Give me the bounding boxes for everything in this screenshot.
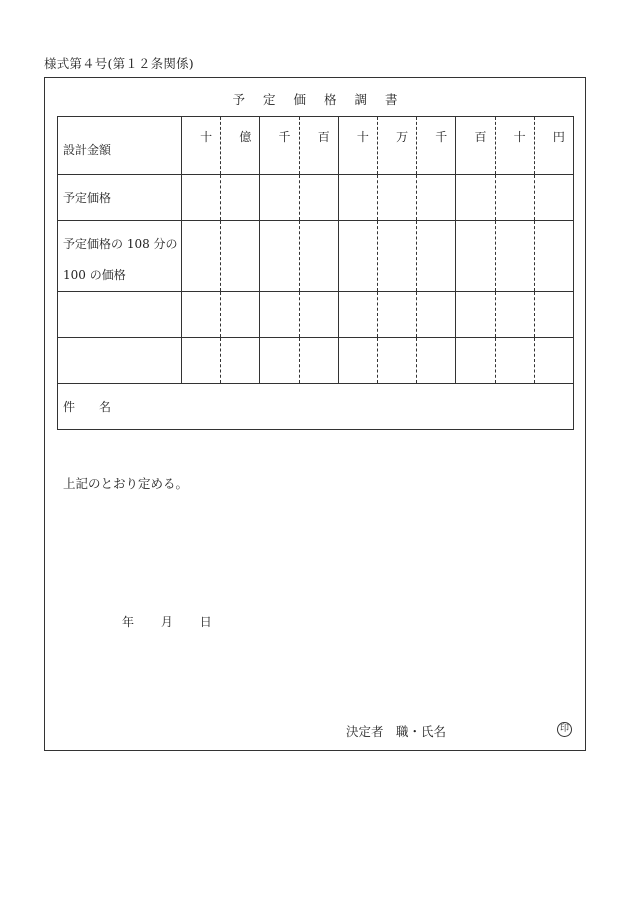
digit-label: 十 (338, 117, 377, 175)
amount-cell[interactable] (338, 338, 377, 384)
amount-cell[interactable] (534, 175, 573, 221)
amount-cell[interactable] (417, 175, 456, 221)
amount-cell[interactable] (495, 338, 534, 384)
amount-cell[interactable] (221, 175, 260, 221)
amount-cell[interactable] (299, 292, 338, 338)
price-table (57, 116, 574, 430)
form-number-label: 様式第４号(第１２条関係) (44, 56, 194, 71)
blank-row (58, 338, 574, 384)
planned-price-108-label-line2: 100 の価格 (63, 268, 126, 282)
decision-text: 上記のとおり定める。 (63, 476, 189, 491)
digit-label: 百 (456, 117, 495, 175)
form-frame (44, 77, 586, 751)
subject-row (58, 384, 574, 430)
digit-label: 十 (182, 117, 221, 175)
blank-row (58, 292, 574, 338)
blank-label-cell[interactable] (58, 338, 182, 384)
amount-cell[interactable] (377, 338, 416, 384)
date-day-label: 日 (199, 615, 212, 629)
document-title: 予定価格調書 (232, 92, 416, 107)
design-amount-row (58, 117, 574, 175)
digit-label: 千 (417, 117, 456, 175)
amount-cell[interactable] (377, 175, 416, 221)
planned-price-label: 予定価格 (58, 175, 182, 221)
seal-mark: 印 (557, 722, 572, 737)
amount-cell[interactable] (338, 175, 377, 221)
decision-date (122, 613, 212, 630)
amount-cell[interactable] (338, 221, 377, 292)
amount-cell[interactable] (495, 175, 534, 221)
digit-label: 百 (299, 117, 338, 175)
amount-cell[interactable] (377, 221, 416, 292)
amount-cell[interactable] (221, 292, 260, 338)
amount-cell[interactable] (182, 221, 221, 292)
amount-cell[interactable] (456, 221, 495, 292)
planned-price-108-label (58, 221, 182, 292)
amount-cell[interactable] (299, 221, 338, 292)
signer-label: 決定者 職・氏名 (346, 724, 447, 739)
amount-cell[interactable] (260, 175, 299, 221)
digit-label: 万 (377, 117, 416, 175)
amount-cell[interactable] (495, 292, 534, 338)
digit-label: 千 (260, 117, 299, 175)
date-year-label: 年 (122, 615, 135, 629)
planned-price-108-label-line1: 予定価格の 108 分の (63, 237, 178, 251)
amount-cell[interactable] (534, 292, 573, 338)
amount-cell[interactable] (299, 175, 338, 221)
amount-cell[interactable] (417, 338, 456, 384)
digit-label: 円 (534, 117, 573, 175)
digit-label: 億 (221, 117, 260, 175)
planned-price-row (58, 175, 574, 221)
amount-cell[interactable] (495, 221, 534, 292)
planned-price-108-row (58, 221, 574, 292)
amount-cell[interactable] (338, 292, 377, 338)
amount-cell[interactable] (456, 175, 495, 221)
amount-cell[interactable] (417, 221, 456, 292)
amount-cell[interactable] (417, 292, 456, 338)
blank-label-cell[interactable] (58, 292, 182, 338)
digit-label: 十 (495, 117, 534, 175)
design-amount-label: 設計金額 (58, 117, 182, 175)
amount-cell[interactable] (182, 292, 221, 338)
amount-cell[interactable] (221, 221, 260, 292)
date-month-label: 月 (160, 615, 173, 629)
amount-cell[interactable] (456, 338, 495, 384)
amount-cell[interactable] (299, 338, 338, 384)
subject-label: 件 名 (58, 384, 574, 430)
amount-cell[interactable] (456, 292, 495, 338)
amount-cell[interactable] (534, 338, 573, 384)
amount-cell[interactable] (182, 175, 221, 221)
amount-cell[interactable] (260, 338, 299, 384)
amount-cell[interactable] (260, 292, 299, 338)
amount-cell[interactable] (377, 292, 416, 338)
amount-cell[interactable] (182, 338, 221, 384)
amount-cell[interactable] (221, 338, 260, 384)
amount-cell[interactable] (534, 221, 573, 292)
amount-cell[interactable] (260, 221, 299, 292)
